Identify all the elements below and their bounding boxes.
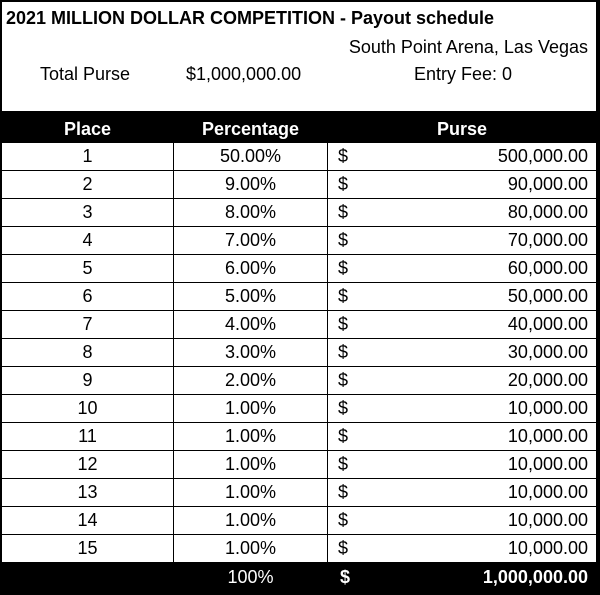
percentage-cell: 1.00%: [174, 535, 327, 562]
percentage-cell: 2.00%: [174, 367, 327, 394]
purse-cell: [328, 339, 596, 366]
purse-amount: 10,000.00: [507, 538, 588, 558]
column-header-percentage: Percentage: [201, 118, 300, 139]
purse-amount: 50,000.00: [507, 286, 588, 306]
table-row: [2, 227, 596, 255]
totals-row: [2, 563, 596, 591]
total-purse-value: $1,000,000.00: [186, 64, 302, 84]
percentage-cell: 1.00%: [174, 451, 327, 478]
table-row: [2, 507, 596, 535]
percentage-cell: 7.00%: [174, 227, 327, 254]
total-currency-symbol: $: [340, 566, 351, 587]
place-cell: 6: [2, 283, 173, 310]
entry-fee-label: Entry Fee: 0: [414, 64, 513, 84]
purse-cell: [328, 367, 596, 394]
purse-cell: [328, 143, 596, 170]
table-row: [2, 479, 596, 507]
table-row: [2, 339, 596, 367]
percentage-cell: 1.00%: [174, 507, 327, 534]
purse-amount: 500,000.00: [497, 146, 588, 166]
purse-amount: 10,000.00: [507, 510, 588, 530]
place-cell: 4: [2, 227, 173, 254]
column-header-place: Place: [63, 118, 112, 139]
currency-symbol: $: [338, 370, 349, 390]
purse-cell: [328, 451, 596, 478]
table-row: [2, 423, 596, 451]
percentage-cell: 3.00%: [174, 339, 327, 366]
place-cell: 2: [2, 171, 173, 198]
currency-symbol: $: [338, 342, 349, 362]
purse-cell: [328, 535, 596, 562]
table-row: [2, 199, 596, 227]
purse-cell: [328, 311, 596, 338]
venue-label: South Point Arena, Las Vegas: [348, 37, 588, 57]
table-row: [2, 367, 596, 395]
purse-cell: [328, 255, 596, 282]
place-cell: 5: [2, 255, 173, 282]
total-percentage: 100%: [227, 566, 274, 587]
place-cell: 9: [2, 367, 173, 394]
page-title: 2021 MILLION DOLLAR COMPETITION - Payout schedule: [6, 8, 495, 28]
currency-symbol: $: [338, 174, 349, 194]
place-cell: 14: [2, 507, 173, 534]
currency-symbol: $: [338, 538, 349, 558]
purse-amount: 20,000.00: [507, 370, 588, 390]
table-row: [2, 171, 596, 199]
table-row: [2, 395, 596, 423]
purse-amount: 40,000.00: [507, 314, 588, 334]
place-cell: 11: [2, 423, 173, 450]
place-cell: 10: [2, 395, 173, 422]
purse-amount: 70,000.00: [507, 230, 588, 250]
table-row: [2, 311, 596, 339]
table-row: [2, 283, 596, 311]
purse-cell: [328, 507, 596, 534]
purse-cell: [328, 199, 596, 226]
currency-symbol: $: [338, 454, 349, 474]
table-row: [2, 451, 596, 479]
percentage-cell: 1.00%: [174, 423, 327, 450]
place-cell: 7: [2, 311, 173, 338]
currency-symbol: $: [338, 286, 349, 306]
percentage-cell: 1.00%: [174, 479, 327, 506]
purse-amount: 90,000.00: [507, 174, 588, 194]
total-purse-amount: 1,000,000.00: [482, 566, 588, 587]
currency-symbol: $: [338, 230, 349, 250]
header-block: [2, 2, 596, 111]
place-cell: 13: [2, 479, 173, 506]
purse-cell: [328, 395, 596, 422]
purse-cell: [328, 283, 596, 310]
percentage-cell: 9.00%: [174, 171, 327, 198]
purse-amount: 10,000.00: [507, 398, 588, 418]
percentage-cell: 4.00%: [174, 311, 327, 338]
currency-symbol: $: [338, 510, 349, 530]
total-purse-label: Total Purse: [40, 64, 131, 84]
table-row: [2, 143, 596, 171]
purse-cell: [328, 227, 596, 254]
purse-amount: 10,000.00: [507, 426, 588, 446]
place-cell: 1: [2, 143, 173, 170]
purse-amount: 10,000.00: [507, 454, 588, 474]
table-row: [2, 255, 596, 283]
currency-symbol: $: [338, 314, 349, 334]
purse-amount: 60,000.00: [507, 258, 588, 278]
percentage-cell: 5.00%: [174, 283, 327, 310]
currency-symbol: $: [338, 398, 349, 418]
currency-symbol: $: [338, 426, 349, 446]
purse-amount: 80,000.00: [507, 202, 588, 222]
table-row: [2, 535, 596, 563]
percentage-cell: 6.00%: [174, 255, 327, 282]
percentage-cell: 50.00%: [174, 143, 327, 170]
currency-symbol: $: [338, 482, 349, 502]
purse-cell: [328, 423, 596, 450]
purse-cell: [328, 171, 596, 198]
place-cell: 8: [2, 339, 173, 366]
percentage-cell: 1.00%: [174, 395, 327, 422]
payout-table-body: [2, 143, 596, 563]
currency-symbol: $: [338, 258, 349, 278]
currency-symbol: $: [338, 146, 349, 166]
place-cell: 12: [2, 451, 173, 478]
place-cell: 3: [2, 199, 173, 226]
place-cell: 15: [2, 535, 173, 562]
currency-symbol: $: [338, 202, 349, 222]
column-header-purse: Purse: [436, 118, 488, 139]
percentage-cell: 8.00%: [174, 199, 327, 226]
purse-cell: [328, 479, 596, 506]
purse-amount: 10,000.00: [507, 482, 588, 502]
purse-amount: 30,000.00: [507, 342, 588, 362]
